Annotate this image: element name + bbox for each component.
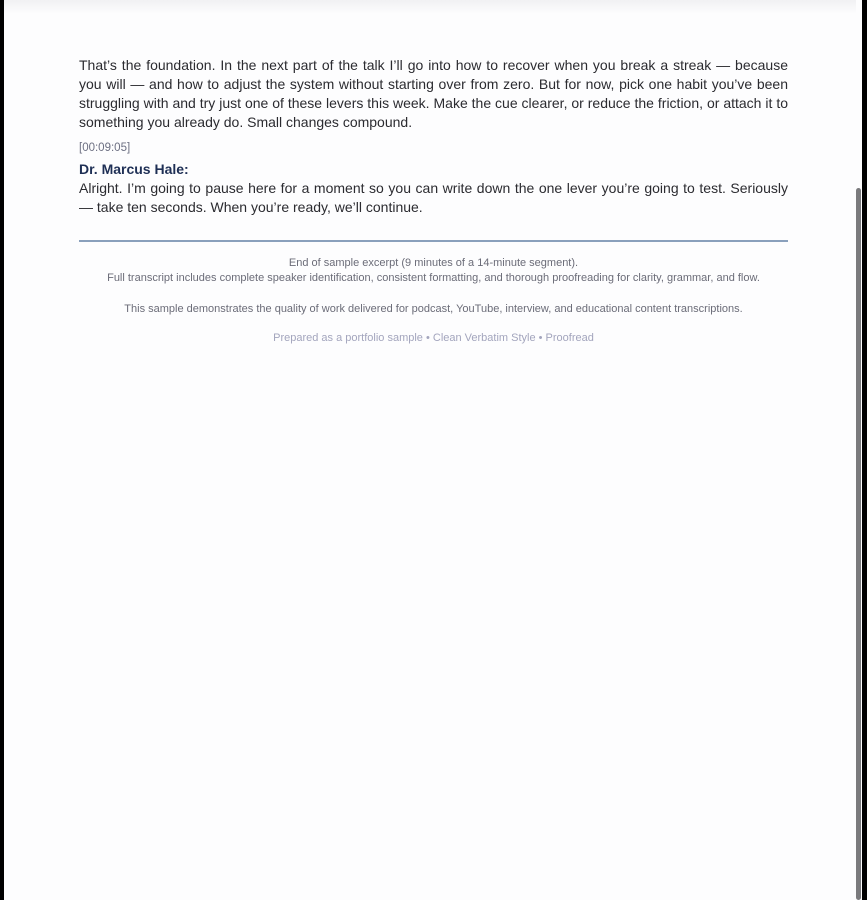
document-footer: [79, 256, 788, 346]
vertical-scrollbar[interactable]: [856, 0, 862, 900]
top-edge-shadow: [4, 0, 862, 14]
speaker-name: Dr. Marcus Hale:: [79, 161, 189, 177]
prepared-note: Prepared as a portfolio sample • Clean Verbatim Style • Proofread: [273, 332, 594, 344]
full-transcript-note: Full transcript includes complete speaker identification, consistent formatting, and thorough proofreading for clarity, grammar, and flow.: [107, 272, 760, 284]
document-viewport: [4, 0, 862, 900]
scrollbar-thumb[interactable]: [856, 188, 861, 900]
section-divider: [79, 240, 788, 242]
transcript-paragraph: Alright. I’m going to pause here for a moment so you can write down the one lever you’re going to test. Seriously — take ten seconds. When you’re ready, we’ll continue.: [79, 180, 788, 215]
timestamp: [00:09:05]: [79, 142, 131, 154]
excerpt-note: End of sample excerpt (9 minutes of a 14-minute segment).: [288, 257, 579, 269]
transcript-content: [79, 56, 788, 346]
quality-note: This sample demonstrates the quality of work delivered for podcast, YouTube, interview, and educational content transcriptions.: [124, 303, 743, 315]
transcript-paragraph: That’s the foundation. In the next part of the talk I’ll go into how to recover when you break a streak — because you will — and how to adjust the system without starting over from zero. But for now, pick one habit you’ve been struggling with and try just one of these levers this week. Make the cue clearer, or reduce the friction, or attach it to something you already do. Small changes compound.: [79, 57, 788, 130]
